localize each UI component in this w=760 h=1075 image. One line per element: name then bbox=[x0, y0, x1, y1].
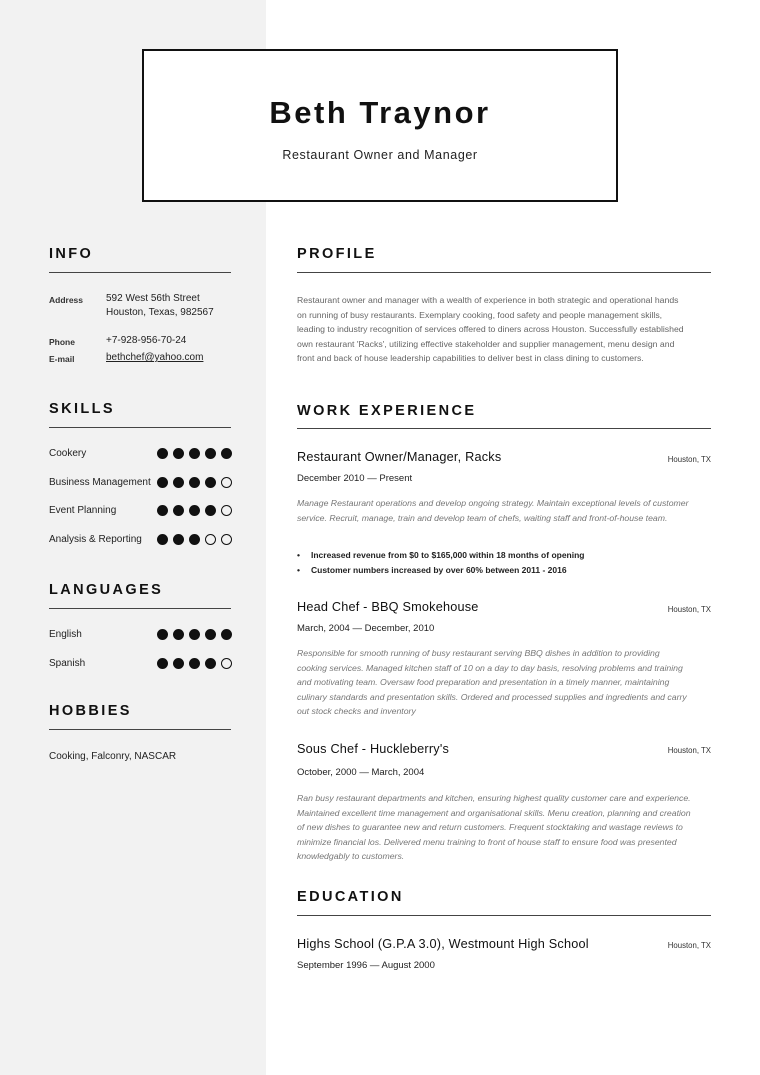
job-location: Houston, TX bbox=[667, 746, 711, 755]
filled-dot-icon bbox=[173, 658, 184, 669]
profile-heading: PROFILE bbox=[297, 246, 377, 262]
work-divider bbox=[297, 428, 711, 429]
filled-dot-icon bbox=[157, 505, 168, 516]
filled-dot-icon bbox=[157, 534, 168, 545]
job-location: Houston, TX bbox=[667, 605, 711, 614]
skills-heading: SKILLS bbox=[49, 401, 115, 417]
filled-dot-icon bbox=[173, 448, 184, 459]
filled-dot-icon bbox=[189, 658, 200, 669]
job-title bbox=[297, 450, 501, 464]
education-location: Houston, TX bbox=[667, 941, 711, 950]
job-role: Head Chef - bbox=[297, 600, 368, 614]
education-title bbox=[297, 937, 589, 951]
filled-dot-icon bbox=[157, 629, 168, 640]
address-line2: Houston, Texas, 982567 bbox=[106, 307, 214, 318]
filled-dot-icon bbox=[157, 448, 168, 459]
hobbies-divider bbox=[49, 729, 231, 730]
job-company: Racks bbox=[465, 450, 502, 464]
job-role: Restaurant Owner/Manager, bbox=[297, 450, 462, 464]
skill-rating bbox=[157, 534, 232, 545]
info-divider bbox=[49, 272, 231, 273]
job-description: Responsible for smooth running of busy restaurant serving BBQ dishes in addition to providing cooking services. Managed kitchen staff of 10 on a day to day basis, resolving problems and training and motivating team. Oversaw food preparation and presentation in a timely manner, maintaining culinary standards and presentation skills. Ordered and processed supplies and ingredients and carry out stock checks and inventory bbox=[297, 648, 687, 717]
job-achievements bbox=[297, 548, 585, 577]
education-heading: EDUCATION bbox=[297, 889, 404, 905]
filled-dot-icon bbox=[189, 448, 200, 459]
achievement-item: • Increased revenue from $0 to $165,000 within 18 months of opening bbox=[297, 548, 585, 563]
empty-dot-icon bbox=[205, 534, 216, 545]
candidate-name: Beth Traynor bbox=[269, 95, 491, 130]
empty-dot-icon bbox=[221, 658, 232, 669]
language-rating bbox=[157, 658, 232, 669]
hobbies-heading: HOBBIES bbox=[49, 703, 132, 719]
job-role: Sous Chef - bbox=[297, 742, 367, 756]
filled-dot-icon bbox=[189, 534, 200, 545]
hobbies-list: Cooking, Falconry, NASCAR bbox=[49, 751, 177, 762]
address-label: Address bbox=[49, 295, 84, 305]
job-dates: October, 2000 — March, 2004 bbox=[297, 767, 425, 778]
filled-dot-icon bbox=[189, 477, 200, 488]
profile-divider bbox=[297, 272, 711, 273]
achievement-item: • Customer numbers increased by over 60% between 2011 - 2016 bbox=[297, 563, 585, 578]
filled-dot-icon bbox=[173, 534, 184, 545]
filled-dot-icon bbox=[205, 629, 216, 640]
info-heading: INFO bbox=[49, 246, 94, 262]
filled-dot-icon bbox=[157, 477, 168, 488]
job-location: Houston, TX bbox=[667, 455, 711, 464]
work-heading: WORK EXPERIENCE bbox=[297, 403, 477, 419]
filled-dot-icon bbox=[205, 477, 216, 488]
languages-heading: LANGUAGES bbox=[49, 582, 164, 598]
skill-name: Cookery bbox=[49, 448, 87, 459]
job-dates: December 2010 — Present bbox=[297, 473, 413, 484]
filled-dot-icon bbox=[221, 448, 232, 459]
skill-rating bbox=[157, 448, 232, 459]
profile-summary: Restaurant owner and manager with a wealth of experience in both strategic and operational hands on running of busy restaurants. Exemplary cooking, food safety and people management skills, leading to industry recognition of services offered to diners across Houston. Successfully established own restaurant 'Racks', utilizing effective stakeholder and supplier management, menu design and front and back of house leadership capabilities to deliver best in class dining to customers. bbox=[297, 295, 684, 364]
candidate-title: Restaurant Owner and Manager bbox=[282, 148, 478, 162]
filled-dot-icon bbox=[189, 505, 200, 516]
filled-dot-icon bbox=[205, 658, 216, 669]
job-company: Huckleberry's bbox=[369, 742, 449, 756]
language-rating bbox=[157, 629, 232, 640]
job-dates: March, 2004 — December, 2010 bbox=[297, 623, 435, 634]
job-description: Ran busy restaurant departments and kitchen, ensuring highest quality customer care and experience. Maintained excellent time management and organisational skills. Menu creation, planning and creation of new dishes to guarantee new and return customers. Frequent stocktaking and wastage reviews to minimize financial los. Delivered menu training to front of house staff to ensure food was presented knowledgably to customers. bbox=[297, 793, 691, 862]
skill-rating bbox=[157, 505, 232, 516]
skill-name: Analysis & Reporting bbox=[49, 534, 142, 545]
skill-name: Event Planning bbox=[49, 505, 117, 516]
name-header-box bbox=[142, 49, 618, 202]
address-line1: 592 West 56th Street bbox=[106, 293, 200, 304]
education-dates: September 1996 — August 2000 bbox=[297, 960, 435, 971]
filled-dot-icon bbox=[173, 505, 184, 516]
filled-dot-icon bbox=[205, 448, 216, 459]
empty-dot-icon bbox=[221, 534, 232, 545]
education-degree: Highs School (G.P.A 3.0), bbox=[297, 937, 445, 951]
phone-label: Phone bbox=[49, 337, 75, 347]
language-name: Spanish bbox=[49, 658, 86, 669]
empty-dot-icon bbox=[221, 505, 232, 516]
skill-rating bbox=[157, 477, 232, 488]
filled-dot-icon bbox=[157, 658, 168, 669]
filled-dot-icon bbox=[205, 505, 216, 516]
education-school: Westmount High School bbox=[448, 937, 589, 951]
filled-dot-icon bbox=[173, 629, 184, 640]
job-company: BBQ Smokehouse bbox=[371, 600, 479, 614]
phone-value: +7-928-956-70-24 bbox=[106, 335, 187, 346]
empty-dot-icon bbox=[221, 477, 232, 488]
email-link[interactable]: bethchef@yahoo.com bbox=[106, 352, 204, 363]
skill-name: Business Management bbox=[49, 477, 151, 488]
languages-divider bbox=[49, 608, 231, 609]
email-label: E-mail bbox=[49, 354, 75, 364]
job-description: Manage Restaurant operations and develop ongoing strategy. Maintain exceptional levels of customer service. Recruit, manage, train and develop team of chefs, waiting staff and front-of-house team. bbox=[297, 498, 689, 523]
filled-dot-icon bbox=[221, 629, 232, 640]
job-title bbox=[297, 742, 449, 756]
job-title bbox=[297, 600, 479, 614]
language-name: English bbox=[49, 629, 82, 640]
skills-divider bbox=[49, 427, 231, 428]
education-divider bbox=[297, 915, 711, 916]
filled-dot-icon bbox=[189, 629, 200, 640]
filled-dot-icon bbox=[173, 477, 184, 488]
